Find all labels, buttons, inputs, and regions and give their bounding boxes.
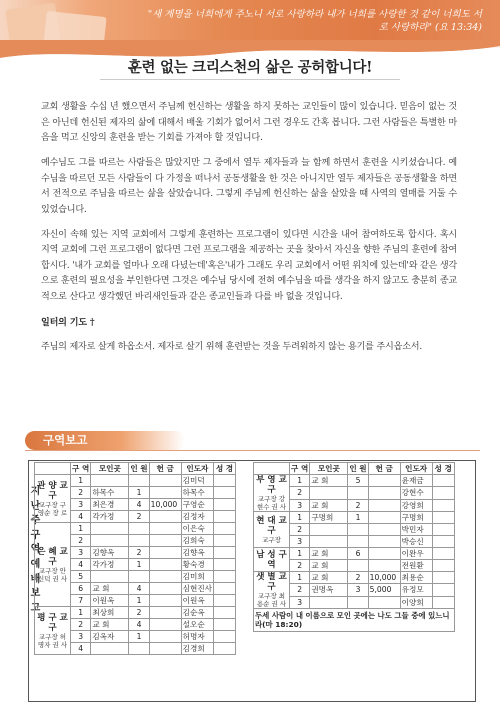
table-cell	[129, 643, 149, 655]
table-cell	[214, 475, 236, 487]
table-cell	[149, 511, 181, 523]
table-cell: 2	[290, 487, 310, 499]
table-cell	[149, 607, 181, 619]
table-cell: 2	[290, 584, 310, 596]
table-cell: 교 회	[91, 583, 129, 595]
table-cell: 구명희	[400, 512, 432, 524]
district-name: 샛 별 교 구	[256, 572, 287, 592]
district-name-cell	[35, 475, 71, 523]
table-cell	[214, 535, 236, 547]
district-name: 현 대 교 구	[256, 515, 287, 536]
table-cell: 10,000	[149, 499, 181, 511]
table-cell	[310, 596, 348, 608]
table-cell: 이완우	[400, 548, 432, 560]
table-header-row	[254, 463, 455, 475]
district-leader: 교구장 허명자 권 사	[37, 632, 68, 649]
table-cell	[149, 559, 181, 571]
table-cell: 2	[348, 499, 368, 511]
table-cell: 4	[129, 583, 149, 595]
table-cell	[129, 475, 149, 487]
report-table-left	[34, 462, 236, 655]
header-cell: 인도자	[181, 463, 213, 475]
table-cell	[129, 535, 149, 547]
table-cell: 교 회	[310, 560, 348, 572]
table-cell	[149, 619, 181, 631]
table-cell	[310, 536, 348, 548]
table-cell: 3	[71, 547, 91, 559]
closing-verse-row	[254, 609, 455, 632]
table-cell: 5	[71, 571, 91, 583]
table-cell	[348, 524, 368, 536]
table-cell	[214, 547, 236, 559]
table-row	[254, 475, 455, 487]
table-cell	[149, 547, 181, 559]
section-title: 구역보고	[25, 431, 185, 450]
table-cell: 교 회	[310, 548, 348, 560]
table-cell	[368, 548, 400, 560]
table-cell: 김향옥	[91, 547, 129, 559]
table-cell	[432, 548, 454, 560]
header-cell: 성 경	[214, 463, 236, 475]
paragraph: 교회 생활을 수십 년 했으면서 주님께 헌신하는 생활을 하지 못하는 교인들이 많이 있습니다. 믿음이 없는 것은 아닌데 헌신된 제자의 삶에 대해서 배울 기회가 없어서 그런 경우도 간혹 봅니다. 그런 사람들은 특별한 마음을 먹고 신앙의 훈련을 받는 기회를 가져야 할 것입니다.	[41, 102, 457, 143]
table-cell	[432, 487, 454, 499]
header-cell: 구 역	[72, 464, 90, 473]
table-cell: 4	[129, 619, 149, 631]
table-cell: 3	[290, 536, 310, 548]
table-cell	[432, 475, 454, 487]
table-cell: 1	[71, 607, 91, 619]
table-cell: 2	[290, 560, 310, 572]
table-cell	[214, 523, 236, 535]
table-row	[254, 548, 455, 560]
table-cell: 이원옥	[91, 595, 129, 607]
table-cell	[348, 487, 368, 499]
paragraph: 예수님도 그를 따르는 사람들은 많았지만 그 중에서 열두 제자들과 늘 함께 하면서 훈련을 시키셨습니다. 예수님을 따르던 모든 사람들이 다 가정을 떠나서 공동생활을 한 것은 아니지만 열두 제자들은 공동생활을 하면서 전적으로 주님을 따르는 삶을 살았습니다. 그렇게 주님께 헌신하는 삶을 살았을 때 사역의 열매를 거둘 수 있었습니다.	[41, 158, 457, 215]
table-row	[254, 512, 455, 524]
table-cell: 강현수	[400, 487, 432, 499]
table-cell: 김희숙	[181, 535, 213, 547]
table-cell: 3	[290, 596, 310, 608]
table-cell	[432, 524, 454, 536]
header-cell-district	[35, 463, 71, 475]
table-cell	[214, 595, 236, 607]
table-cell: 교 회	[91, 619, 129, 631]
table-cell: 교 회	[310, 499, 348, 511]
table-cell: 김정자	[181, 511, 213, 523]
report-side-label: 지난주구역예배보고	[30, 486, 41, 614]
table-cell: 윤재금	[400, 475, 432, 487]
header-cell: 성 경	[432, 463, 454, 475]
table-cell	[432, 560, 454, 572]
table-cell	[149, 487, 181, 499]
table-cell: 7	[71, 595, 91, 607]
district-name-cell	[35, 607, 71, 655]
table-cell: 5,000	[368, 584, 400, 596]
table-cell: 3	[290, 499, 310, 511]
banner-verse: "새 계명을 너희에게 주노니 서로 사랑하라 내가 너희를 사랑한 것 같이 너희도 서로 사랑하라" (요 13:34)	[147, 9, 482, 33]
table-cell	[149, 583, 181, 595]
table-cell: 박민자	[400, 524, 432, 536]
district-name: 남 성 구 역	[256, 549, 287, 570]
table-cell: 박승신	[400, 536, 432, 548]
table-cell: 각가정	[91, 559, 129, 571]
table-cell	[310, 487, 348, 499]
table-cell: 각가정	[91, 511, 129, 523]
table-cell	[214, 607, 236, 619]
table-cell: 구명희	[310, 512, 348, 524]
table-row	[35, 523, 236, 535]
district-name-cell	[35, 523, 71, 607]
table-cell	[432, 536, 454, 548]
table-cell	[149, 631, 181, 643]
table-cell	[149, 643, 181, 655]
table-header-row	[35, 463, 236, 475]
table-cell	[432, 512, 454, 524]
table-cell	[368, 475, 400, 487]
table-cell: 최용순	[400, 572, 432, 584]
table-cell: 2	[71, 535, 91, 547]
table-cell: 교 회	[310, 572, 348, 584]
table-cell: 구영순	[181, 499, 213, 511]
table-cell: 최은경	[91, 499, 129, 511]
table-cell	[348, 536, 368, 548]
table-cell: 김미희	[181, 571, 213, 583]
table-cell	[214, 643, 236, 655]
table-cell: 4	[71, 643, 91, 655]
table-cell	[214, 499, 236, 511]
table-cell	[214, 631, 236, 643]
header-cell: 인 원	[130, 464, 148, 473]
table-cell: 1	[129, 559, 149, 571]
table-cell	[214, 511, 236, 523]
table-cell	[214, 559, 236, 571]
table-cell	[368, 487, 400, 499]
district-name: 평 구 교 구	[37, 612, 68, 633]
table-cell: 1	[71, 523, 91, 535]
table-cell: 10,000	[368, 572, 400, 584]
table-cell	[149, 535, 181, 547]
table-cell	[91, 475, 129, 487]
title-divider	[100, 79, 400, 80]
table-cell	[149, 571, 181, 583]
header-cell: 인도자	[400, 463, 432, 475]
header-cell: 구 역	[291, 464, 309, 473]
table-cell: 강영희	[400, 499, 432, 511]
table-cell	[149, 595, 181, 607]
prayer-text: 주님의 제자로 살게 하옵소서. 제자로 살기 위해 훈련받는 것을 두려워하지 않는 용기를 주시옵소서.	[41, 341, 423, 352]
table-cell	[129, 523, 149, 535]
table-cell: 4	[129, 499, 149, 511]
table-cell: 김미덕	[181, 475, 213, 487]
table-cell: 유정모	[400, 584, 432, 596]
table-cell: 김옥자	[91, 631, 129, 643]
table-cell: 3	[71, 631, 91, 643]
table-cell	[214, 619, 236, 631]
table-cell	[348, 596, 368, 608]
header-cell-district	[254, 463, 290, 475]
table-cell	[214, 571, 236, 583]
table-cell: 4	[71, 511, 91, 523]
table-cell: 2	[71, 487, 91, 499]
table-cell: 2	[129, 547, 149, 559]
table-cell	[149, 475, 181, 487]
table-cell: 권명옥	[310, 584, 348, 596]
table-cell	[129, 571, 149, 583]
table-cell: 하목수	[181, 487, 213, 499]
table-cell: 1	[348, 512, 368, 524]
table-cell: 1	[129, 595, 149, 607]
table-cell: 설오순	[181, 619, 213, 631]
table-cell: 6	[348, 548, 368, 560]
header-cell: 인 원	[349, 464, 367, 473]
district-name: 관 양 교 구	[37, 480, 68, 501]
table-cell	[214, 487, 236, 499]
table-cell	[368, 512, 400, 524]
table-cell: 2	[129, 607, 149, 619]
table-cell: 이은숙	[181, 523, 213, 535]
table-cell: 하목수	[91, 487, 129, 499]
table-cell: 김경희	[181, 643, 213, 655]
table-cell: 4	[71, 559, 91, 571]
report-table-right	[253, 462, 455, 632]
table-cell	[432, 584, 454, 596]
table-cell	[368, 596, 400, 608]
table-cell: 허명자	[181, 631, 213, 643]
section-divider	[25, 450, 480, 451]
district-leader: 교구장 강현수 권 사	[256, 495, 287, 511]
paragraph: 자신이 속해 있는 지역 교회에서 그렇게 훈련하는 프로그램이 있다면 시간을 내어 참여하도록 합시다. 혹시 지역 교회에 그런 프로그램이 없다면 그런 프로그램을 제공하는 곳을 찾아서 자신을 향한 주님의 훈련에 참여합시다. '내가 교회를 얼마나 오래 다녔는데'혹은'내가 그래도 우리 교회에서 어떤 위치에 있는데'와 같은 생각으로 훈련의 필요성을 부인한다면 그것은 예수님 당시에 전혀 예수님을 따를 생각을 하지 않고도 충분히 종교적으로 산다고 생각했던 바리새인들과 같은 종교인들과 다를 바 없을 것입니다.	[41, 229, 458, 302]
table-cell: 2	[348, 572, 368, 584]
district-name: 부 영 교 구	[256, 475, 287, 495]
table-row	[35, 475, 236, 487]
district-leader: 교구장 안신덕 권 사	[37, 566, 68, 583]
table-cell	[91, 571, 129, 583]
closing-verse: 두세 사람이 내 이름으로 모인 곳에는 나도 그들 중에 있느니라(마 18:20)	[254, 609, 455, 632]
table-row	[35, 607, 236, 619]
table-cell: 3	[71, 499, 91, 511]
table-cell: 김순옥	[181, 607, 213, 619]
table-cell: 이원옥	[181, 595, 213, 607]
table-cell: 1	[129, 487, 149, 499]
page-title: 훈련 없는 크리스천의 삶은 공허합니다!	[127, 59, 373, 76]
table-cell: 황숙경	[181, 559, 213, 571]
table-row	[254, 572, 455, 584]
header-cell: 모인곳	[310, 463, 348, 475]
table-cell: 6	[71, 583, 91, 595]
district-leader: 교구장 최용순 권 사	[256, 592, 287, 608]
table-cell: 1	[290, 548, 310, 560]
district-name-cell	[254, 548, 290, 572]
table-cell: 1	[290, 475, 310, 487]
district-name-cell	[254, 572, 290, 609]
table-cell: 1	[290, 512, 310, 524]
table-cell	[91, 535, 129, 547]
table-cell	[368, 560, 400, 572]
table-cell: 1	[71, 475, 91, 487]
prayer-title: 일터의 기도 †	[41, 316, 95, 328]
table-cell: 2	[129, 511, 149, 523]
article-body	[41, 100, 457, 365]
table-cell	[368, 536, 400, 548]
table-cell	[368, 499, 400, 511]
district-name-cell	[254, 475, 290, 512]
table-cell: 전원환	[400, 560, 432, 572]
header-cell: 헌 금	[149, 463, 181, 475]
table-cell: 최상희	[91, 607, 129, 619]
table-cell: 2	[71, 619, 91, 631]
table-cell: 5	[348, 475, 368, 487]
table-cell	[91, 523, 129, 535]
district-leader: 교구장 구영순 장 로	[37, 500, 68, 517]
header-cell: 헌 금	[368, 463, 400, 475]
table-cell	[214, 583, 236, 595]
table-cell: 심현진사	[182, 584, 212, 593]
table-cell	[91, 643, 129, 655]
table-cell	[149, 523, 181, 535]
table-cell	[432, 572, 454, 584]
table-cell: 2	[290, 524, 310, 536]
table-cell: 3	[348, 584, 368, 596]
table-cell: 1	[290, 572, 310, 584]
table-cell: 교 회	[310, 475, 348, 487]
table-cell	[432, 499, 454, 511]
table-cell	[368, 524, 400, 536]
district-leader: 교구장	[262, 535, 281, 544]
table-cell: 김향옥	[181, 547, 213, 559]
table-cell	[348, 560, 368, 572]
table-cell	[432, 596, 454, 608]
table-cell	[310, 524, 348, 536]
table-cell: 1	[129, 631, 149, 643]
district-name-cell	[254, 512, 290, 548]
header-cell: 모인곳	[91, 463, 129, 475]
district-name: 은 혜 교 구	[37, 546, 68, 567]
table-cell: 이양희	[400, 596, 432, 608]
